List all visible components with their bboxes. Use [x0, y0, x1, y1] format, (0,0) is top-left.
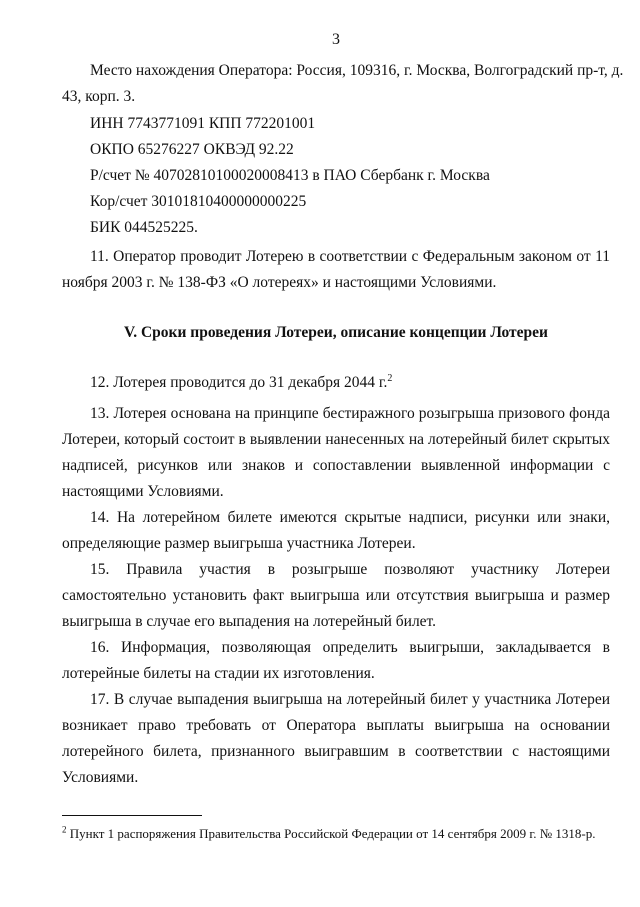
section-heading: V. Сроки проведения Лотереи, описание концепции Лотереи	[124, 324, 548, 341]
paragraph-14: 14. На лотерейном билете имеются скрытые надписи, рисунки или знаки, определяющие размер выигрыша участника Лотереи.	[62, 509, 610, 552]
operator-corr-account: Кор/счет 30101810400000000225	[90, 193, 307, 210]
footnote-reference: 2	[387, 372, 393, 384]
footnote-divider	[62, 815, 202, 816]
footnote-text: Пункт 1 распоряжения Правительства Российской Федерации от 14 сентября 2009 г. № 1318-р.	[66, 826, 596, 841]
paragraph-17: 17. В случае выпадения выигрыша на лотерейный билет у участника Лотереи возникает право требовать от Оператора выплаты выигрыша на основании лотерейного билета, признанного выигравшим в соответствии с настоящими Условиями.	[62, 691, 610, 786]
paragraph-13: 13. Лотерея основана на принципе бестиражного розыгрыша призового фонда Лотереи, который состоит в выявлении нанесенных на лотерейный билет скрытых надписей, рисунков или знаков и сопоставлении выявленной информации с настоящими Условиями.	[62, 405, 610, 500]
operator-address-line1: Место нахождения Оператора: Россия, 109316, г. Москва, Волгоградский пр-т, д.	[90, 62, 624, 79]
paragraph-15: 15. Правила участия в розыгрыше позволяют участнику Лотереи самостоятельно установить факт выигрыша или отсутствия выигрыша и размер выигрыша в случае его выпадения на лотерейный билет.	[62, 561, 610, 630]
operator-bik: БИК 044525225.	[90, 219, 198, 236]
paragraph-12-text: 12. Лотерея проводится до 31 декабря 2044 г.	[90, 374, 388, 391]
operator-account: Р/счет № 40702810100020008413 в ПАО Сбербанк г. Москва	[90, 167, 490, 184]
page-number: 3	[332, 31, 340, 48]
paragraph-11: 11. Оператор проводит Лотерею в соответствии с Федеральным законом от 11 ноября 2003 г. № 138-ФЗ «О лотереях» и настоящими Условиями.	[62, 248, 610, 291]
operator-address-line2: 43, корп. 3.	[62, 88, 136, 105]
operator-inn-kpp: ИНН 7743771091 КПП 772201001	[90, 115, 316, 132]
operator-okpo: ОКПО 65276227 ОКВЭД 92.22	[90, 141, 294, 158]
paragraph-12	[90, 374, 392, 392]
footnote	[62, 826, 596, 842]
paragraph-16: 16. Информация, позволяющая определить выигрыши, закладывается в лотерейные билеты на стадии их изготовления.	[62, 639, 610, 682]
footnote-marker: 2	[62, 824, 67, 835]
